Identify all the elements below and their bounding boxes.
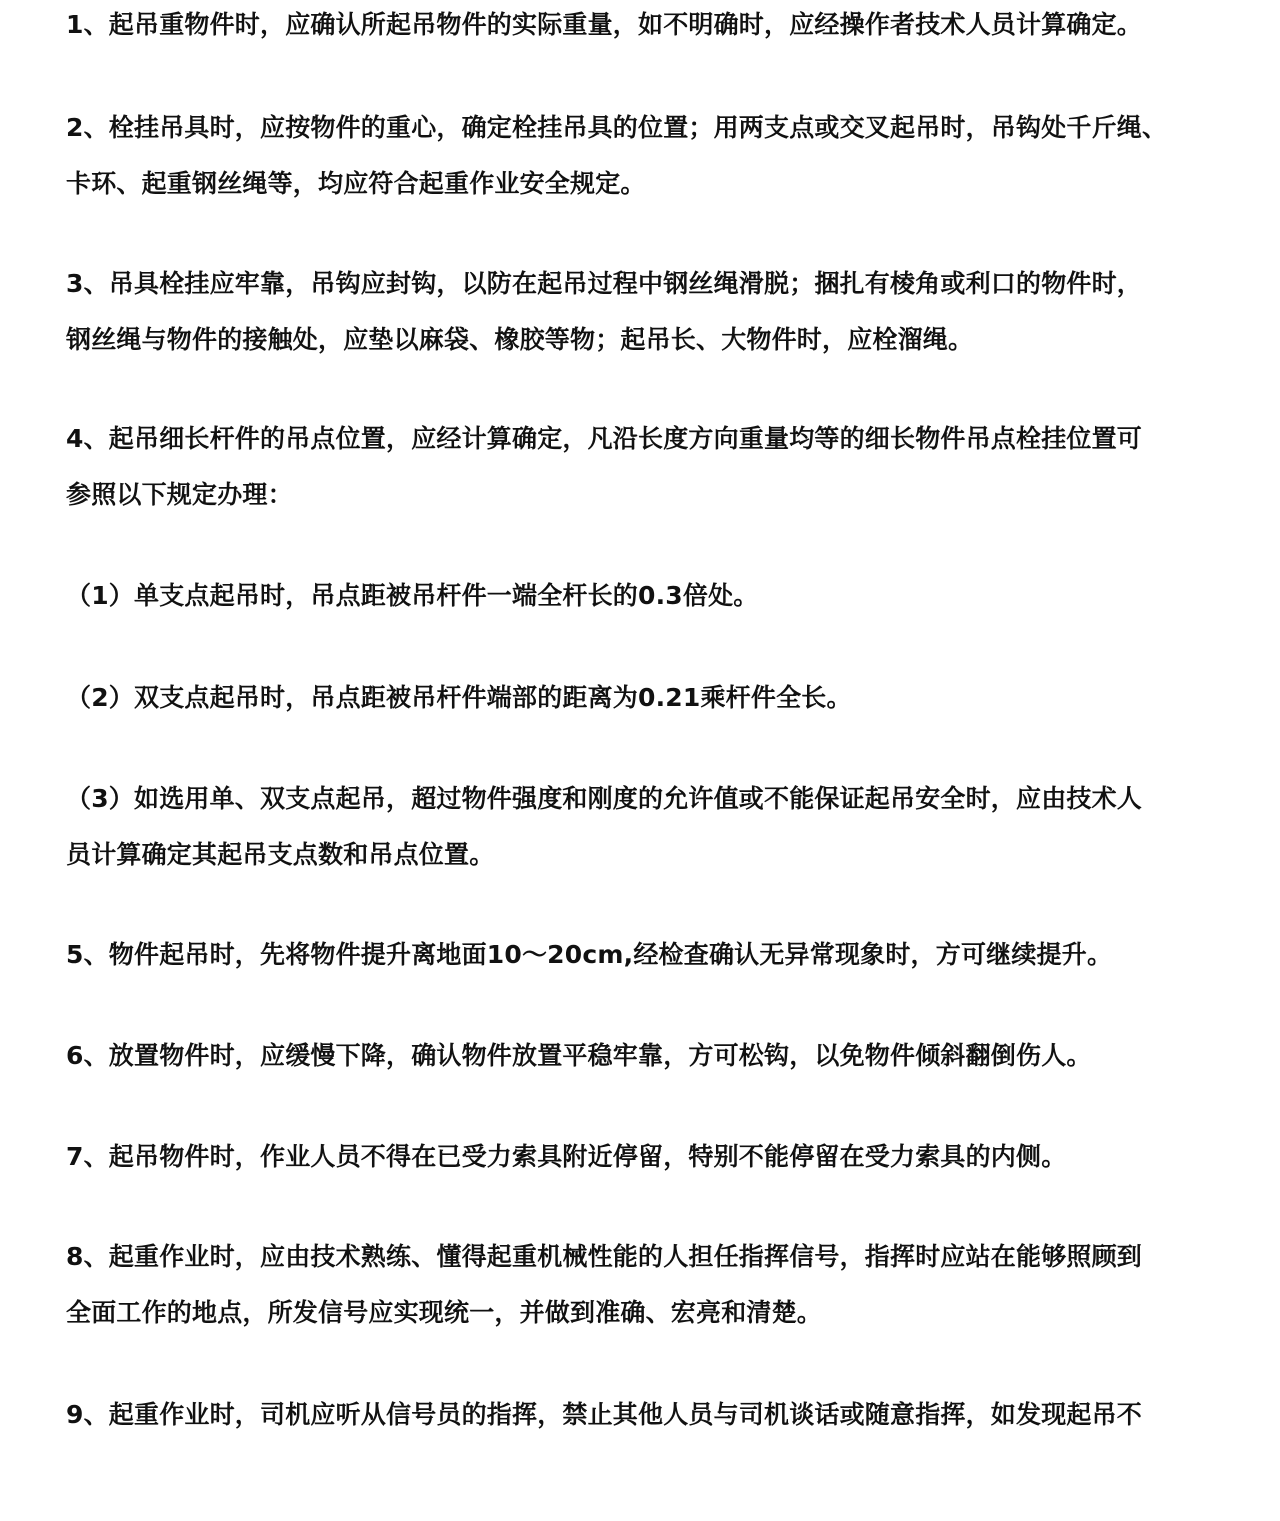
paragraph-2 <box>66 100 1226 212</box>
paragraph-line: 4、起吊细长杆件的吊点位置，应经计算确定，凡沿长度方向重量均等的细长物件吊点栓挂位置可 <box>66 424 1142 453</box>
paragraph-7 <box>66 1129 1226 1185</box>
paragraph-line: 3、吊具栓挂应牢靠，吊钩应封钩，以防在起吊过程中钢丝绳滑脱；捆扎有棱角或利口的物件时， <box>66 269 1142 298</box>
paragraph-line: 员计算确定其起吊支点数和吊点位置。 <box>66 840 495 869</box>
paragraph-line: 5、物件起吊时，先将物件提升离地面10～20cm,经检查确认无异常现象时，方可继续提升。 <box>66 940 1113 969</box>
paragraph-8 <box>66 1229 1226 1341</box>
paragraph-line: 7、起吊物件时，作业人员不得在已受力索具附近停留，特别不能停留在受力索具的内侧。 <box>66 1142 1067 1171</box>
paragraph-9 <box>66 1387 1226 1443</box>
paragraph-line: 钢丝绳与物件的接触处，应垫以麻袋、橡胶等物；起吊长、大物件时，应栓溜绳。 <box>66 325 974 354</box>
paragraph-line: 参照以下规定办理： <box>66 480 293 509</box>
paragraph-4 <box>66 411 1226 523</box>
paragraph-line: 9、起重作业时，司机应听从信号员的指挥，禁止其他人员与司机谈话或随意指挥，如发现起吊不 <box>66 1400 1142 1429</box>
paragraph-line: 卡环、起重钢丝绳等，均应符合起重作业安全规定。 <box>66 169 646 198</box>
paragraph-line: 全面工作的地点，所发信号应实现统一，并做到准确、宏亮和清楚。 <box>66 1298 823 1327</box>
paragraph-line: （1）单支点起吊时，吊点距被吊杆件一端全杆长的0.3倍处。 <box>66 581 759 610</box>
paragraph-line: 6、放置物件时，应缓慢下降，确认物件放置平稳牢靠，方可松钩，以免物件倾斜翻倒伤人。 <box>66 1041 1092 1070</box>
paragraph-3 <box>66 256 1226 368</box>
paragraph-1 <box>66 0 1226 53</box>
paragraph-line: （2）双支点起吊时，吊点距被吊杆件端部的距离为0.21乘杆件全长。 <box>66 683 852 712</box>
paragraph-6 <box>66 1028 1226 1084</box>
paragraph-4-1 <box>66 568 1226 624</box>
paragraph-4-2 <box>66 670 1226 726</box>
paragraph-line: （3）如选用单、双支点起吊，超过物件强度和刚度的允许值或不能保证起吊安全时，应由技术人 <box>66 784 1142 813</box>
paragraph-5 <box>66 927 1226 983</box>
paragraph-line: 1、起吊重物件时，应确认所起吊物件的实际重量，如不明确时，应经操作者技术人员计算确定。 <box>66 10 1142 39</box>
paragraph-4-3 <box>66 771 1226 883</box>
paragraph-line: 2、栓挂吊具时，应按物件的重心，确定栓挂吊具的位置；用两支点或交叉起吊时，吊钩处千斤绳、 <box>66 113 1168 142</box>
paragraph-line: 8、起重作业时，应由技术熟练、懂得起重机械性能的人担任指挥信号，指挥时应站在能够照顾到 <box>66 1242 1142 1271</box>
